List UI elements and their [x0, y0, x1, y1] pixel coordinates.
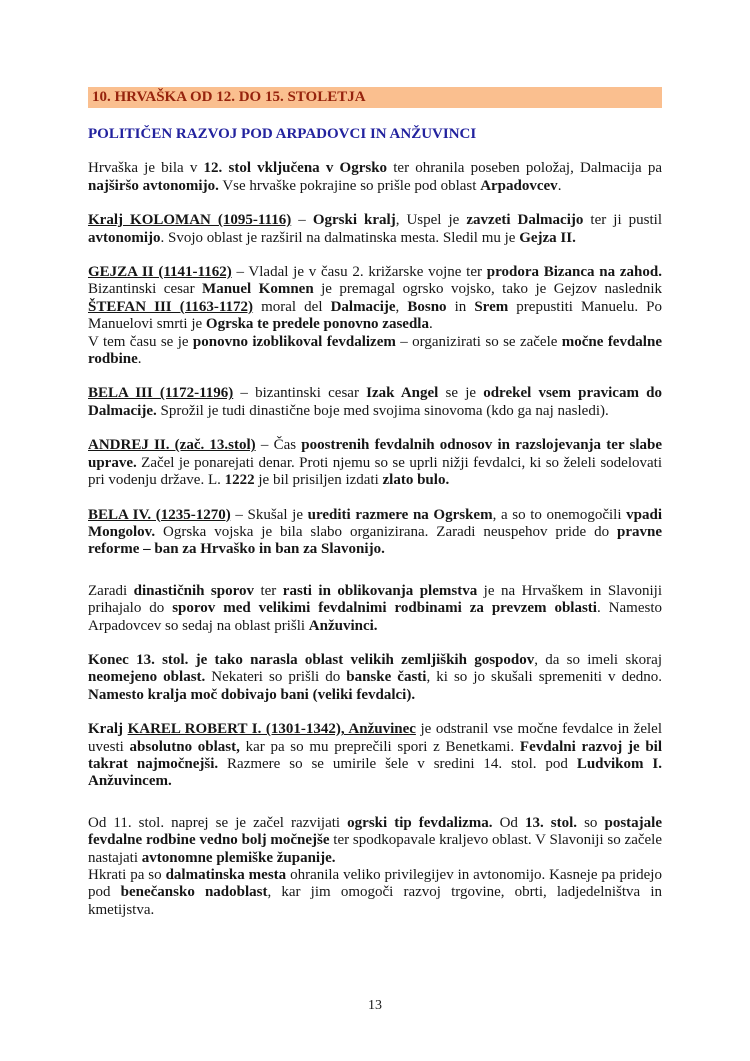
emphasized-text: 12. stol vključena v Ogrsko	[203, 160, 388, 177]
emphasized-text: Anžuvinci.	[308, 617, 378, 634]
paragraph: Od 11. stol. naprej se je začel razvijati ogrski tip fevdalizma. Od 13. stol. so postajale fevdalne rodbine vedno bolj močnejše ter spodkopavale kraljevo oblast. V Slavoniji so začele nastajati avtonomne plemiške županije. Hkrati pa so dalmatinska mesta ohranila veliko privilegijev in avtonomijo. Kasneje pa pridejo pod benečansko nadoblast, kar jim omogoči razvoj trgovine, obrti, ladjedelništva in kmetijstva.	[88, 814, 662, 918]
paragraph: BELA IV. (1235-1270) – Skušal je urediti razmere na Ogrskem, a so to onemogočili vpadi Mongolov. Ogrska vojska je bila slabo organizirana. Zaradi neuspehov pride do pravne reforme – ban za Hrvaško in ban za Slavonijo.	[88, 506, 662, 558]
emphasized-text: Fevdalni razvoj je bil takrat najmočnejši.	[88, 738, 663, 772]
emphasized-underlined-text: GEJZA II (1141-1162)	[88, 264, 232, 281]
emphasized-text: močne fevdalne rodbine	[88, 333, 662, 368]
emphasized-text: zavzeti Dalmacijo	[466, 212, 584, 229]
emphasized-text: sporov med velikimi fevdalnimi rodbinami za prevzem oblasti	[172, 600, 597, 617]
emphasized-text: 1222	[224, 472, 255, 489]
emphasized-text: dalmatinska mesta	[165, 867, 287, 883]
paragraph: GEJZA II (1141-1162) – Vladal je v času 2. križarske vojne ter prodora Bizanca na zahod. Bizantinski cesar Manuel Komnen je premagal ogrsko vojsko, tako je Gejzov naslednik ŠTEFAN III (1163-1172) moral del Dalmacije, Bosno in Srem prepustiti Manuelu. Po Manuelovi smrti je Ogrska te predele ponovno zasedla. V tem času se je ponovno izoblikoval fevdalizem – organizirati so se začele močne fevdalne rodbine.	[88, 264, 662, 368]
paragraph: Konec 13. stol. je tako narasla oblast velikih zemljiških gospodov, da so imeli skoraj neomejeno oblast. Nekateri so prišli do banske časti, ki so jo skušali spremeniti v dedno. Namesto kralja moč dobivajo bani (veliki fevdalci).	[88, 651, 662, 703]
emphasized-text: Namesto kralja moč dobivajo bani (veliki fevdalci).	[88, 686, 416, 703]
emphasized-text: 13. stol.	[524, 814, 578, 831]
emphasized-text: rasti in oblikovanja plemstva	[282, 582, 478, 599]
emphasized-underlined-text: BELA III (1172-1196)	[88, 385, 234, 402]
emphasized-text: banske časti	[346, 669, 427, 686]
section-title-bar	[88, 87, 662, 108]
emphasized-text: urediti razmere na Ogrskem	[307, 506, 493, 523]
emphasized-underlined-text: ANDREJ II. (zač. 13.stol)	[88, 437, 256, 454]
page-number: 13	[368, 998, 382, 1013]
emphasized-text: prodora Bizanca na zahod.	[486, 264, 662, 281]
emphasized-underlined-text: KAREL ROBERT I. (1301-1342), Anžuvinec	[127, 721, 416, 738]
subsection-heading: POLITIČEN RAZVOJ POD ARPADOVCI IN ANŽUVINCI	[88, 126, 477, 142]
emphasized-text: Kralj	[88, 721, 128, 738]
emphasized-text: neomejeno oblast.	[88, 669, 206, 686]
emphasized-underlined-text: ŠTEFAN III (1163-1172)	[88, 298, 254, 315]
emphasized-text: avtonomijo	[88, 229, 161, 246]
emphasized-text: avtonomne plemiške županije.	[141, 849, 336, 866]
paragraph: ANDREJ II. (zač. 13.stol) – Čas poostrenih fevdalnih odnosov in razslojevanja ter slabe uprave. Začel je ponarejati denar. Proti njemu so se uprli nižji fevdalci, ki so želeli sodelovati pri vodenju države. L. 1222 je bil prisiljen izdati zlato bulo.	[88, 437, 662, 489]
emphasized-text: benečansko nadoblast	[120, 884, 268, 901]
emphasized-text: dinastičnih sporov	[133, 582, 255, 599]
emphasized-text: odrekel vsem pravicam do Dalmacije.	[88, 385, 662, 419]
emphasized-text: Bosno	[407, 298, 447, 315]
paragraph: Kralj KAREL ROBERT I. (1301-1342), Anžuvinec je odstranil vse močne fevdalce in želel uvesti absolutno oblast, kar pa so mu preprečili spori z Benetkami. Fevdalni razvoj je bil takrat najmočnejši. Razmere so se umirile šele v sredini 14. stol. pod Ludvikom I. Anžuvincem.	[88, 721, 663, 790]
emphasized-text: Arpadovcev	[480, 177, 558, 194]
emphasized-text: Srem	[474, 298, 509, 315]
emphasized-text: Manuel Komnen	[202, 281, 314, 298]
paragraph: Hrvaška je bila v 12. stol vključena v Ogrsko ter ohranila poseben položaj, Dalmacija pa najširšo avtonomijo. Vse hrvaške pokrajine so prišle pod oblast Arpadovcev.	[88, 160, 662, 194]
emphasized-text: Gejza II.	[519, 229, 576, 246]
emphasized-text: absolutno oblast,	[129, 738, 240, 755]
emphasized-text: najširšo avtonomijo.	[88, 177, 219, 194]
emphasized-text: poostrenih fevdalnih odnosov in razslojevanja ter slabe uprave.	[88, 437, 662, 471]
emphasized-text: ponovno izoblikoval fevdalizem	[192, 333, 396, 350]
section-title: 10. HRVAŠKA OD 12. DO 15. STOLETJA	[92, 89, 366, 105]
emphasized-text: Konec 13. stol. je tako narasla oblast velikih zemljiških gospodov	[88, 651, 535, 668]
emphasized-text: Izak Angel	[366, 385, 439, 402]
paragraph: Kralj KOLOMAN (1095-1116) – Ogrski kralj, Uspel je zavzeti Dalmacijo ter ji pustil avtonomijo. Svojo oblast je razširil na dalmatinska mesta. Sledil mu je Gejza II.	[88, 212, 662, 246]
emphasized-text: Ogrski kralj	[312, 212, 396, 229]
emphasized-underlined-text: BELA IV. (1235-1270)	[88, 506, 231, 523]
paragraph: Zaradi dinastičnih sporov ter rasti in oblikovanja plemstva je na Hrvaškem in Slavoniji prihajalo do sporov med velikimi fevdalnimi rodbinami za prevzem oblasti. Namesto Arpadovcev so sedaj na oblast prišli Anžuvinci.	[88, 582, 663, 634]
paragraph: BELA III (1172-1196) – bizantinski cesar Izak Angel se je odrekel vsem pravicam do Dalmacije. Sprožil je tudi dinastične boje med svojima sinovoma (kdo ga naj nasledi).	[88, 385, 662, 419]
emphasized-text: zlato bulo.	[382, 472, 450, 489]
document-body	[88, 160, 662, 919]
emphasized-underlined-text: Kralj KOLOMAN (1095-1116)	[88, 212, 292, 229]
emphasized-text: Dalmacije	[330, 298, 396, 315]
emphasized-text: pravne reforme – ban za Hrvaško in ban za Slavonijo.	[88, 523, 662, 558]
emphasized-text: ogrski tip fevdalizma.	[347, 814, 493, 831]
emphasized-text: postajale fevdalne rodbine vedno bolj močnejše	[88, 814, 662, 849]
document-content	[88, 87, 662, 919]
emphasized-text: vpadi Mongolov.	[88, 506, 662, 540]
emphasized-text: Ogrska te predele ponovno zasedla	[205, 316, 429, 333]
emphasized-text: Ludvikom I. Anžuvincem.	[88, 755, 662, 790]
